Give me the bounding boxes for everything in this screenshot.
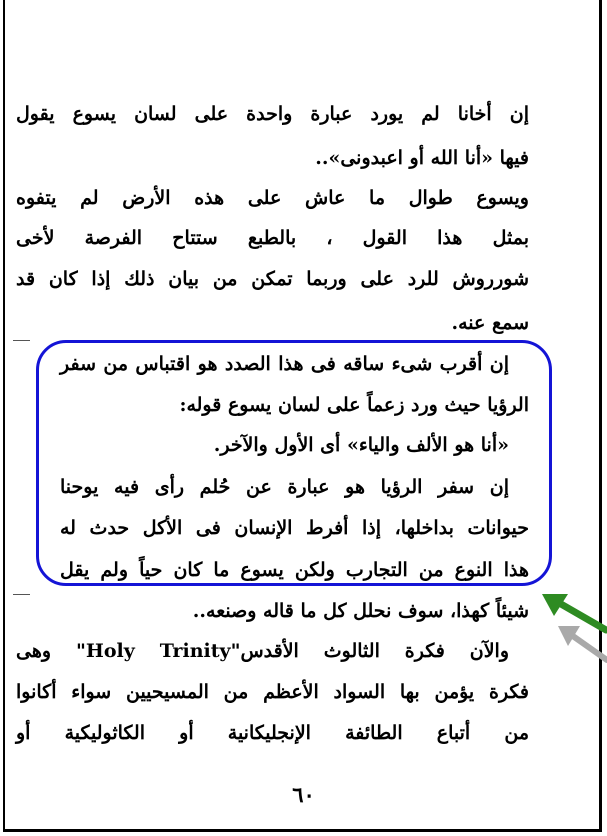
- text-line-5: شورروش للرد على وربما تمكن من بيان ذلك إذا كان قد: [16, 268, 529, 290]
- text-line-2: فيها «أنا الله أو اعبدونى»..: [315, 147, 529, 169]
- text-line-6: سمع عنه.: [451, 312, 529, 334]
- text-line-16: من أتباع الطائفة الإنجليكانية أو الكاثوليكية أو: [16, 722, 529, 744]
- margin-tick-top: [13, 340, 30, 341]
- text-line-10: إن سفر الرؤيا هو عبارة عن حُلم رأى فيه يوحنا: [60, 476, 509, 498]
- text-line-13: شيئاً كهذا، سوف نحلل كل ما قاله وصنعه..: [192, 600, 529, 622]
- text-line-3: ويسوع طوال ما عاش على هذه الأرض لم يتفوه: [16, 187, 529, 209]
- text-line-4: بمثل هذا القول ، بالطبع ستتاح الفرصة لأخى: [16, 227, 529, 249]
- page-number: ٦٠: [292, 782, 315, 807]
- text-line-9: «أنا هو الألف والياء» أى الأول والآخر.: [213, 434, 509, 456]
- gray-arrow-icon: [556, 622, 607, 664]
- text-line-1: إن أخانا لم يورد عبارة واحدة على لسان يسوع يقول: [16, 103, 529, 125]
- margin-tick-bottom: [13, 594, 30, 595]
- text-line-12: هذا النوع من التجارب ولكن يسوع ما كان حياً ولم يقل: [60, 559, 529, 581]
- text-line-7: إن أقرب شىء ساقه فى هذا الصدد هو اقتباس من سفر: [60, 353, 509, 375]
- text-line-14: والآن فكرة الثالوث الأقدس"Holy Trinity" وهى: [16, 640, 510, 662]
- text-line-8: الرؤيا حيث ورد زعماً على لسان يسوع قوله:: [179, 394, 529, 416]
- text-line-15: فكرة يؤمن بها السواد الأعظم من المسيحيين سواء أكانوا: [16, 681, 529, 703]
- text-line-11: حيوانات بداخلها، إذا أفرط الإنسان فى الأكل حدث له: [60, 517, 529, 539]
- highlight-box: [36, 340, 552, 586]
